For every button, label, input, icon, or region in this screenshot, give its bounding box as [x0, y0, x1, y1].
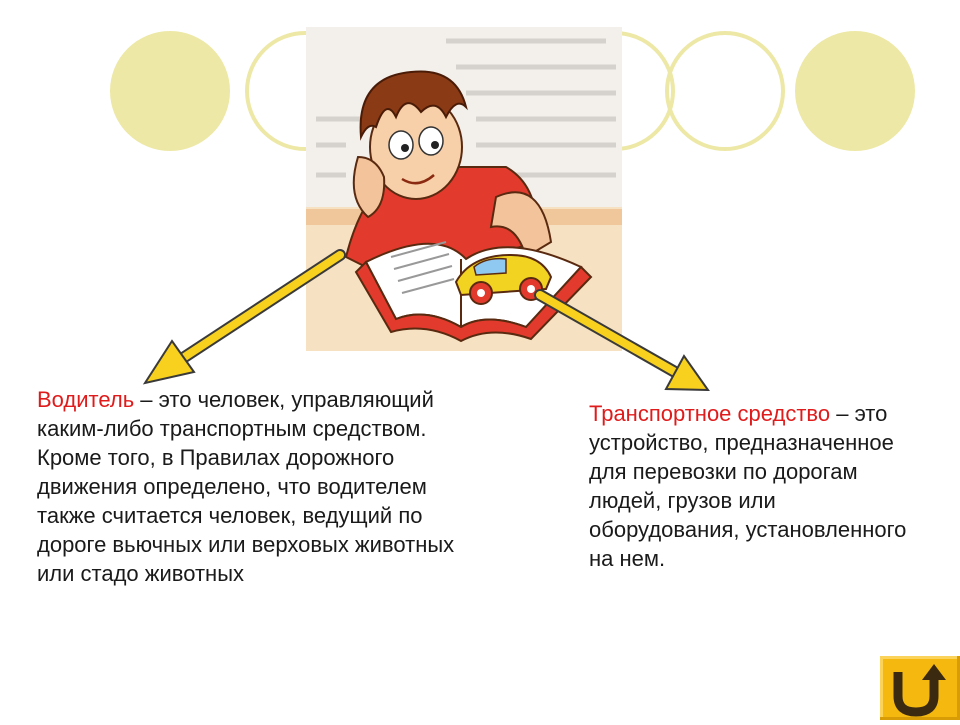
vehicle-definition-text: – это устройство, предназначенное для перевозки по дорогам людей, грузов или оборудования, установленного на нем. — [589, 401, 907, 571]
driver-definition-text: – это человек, управляющий каким-либо транспортным средством. Кроме того, в Правилах дорожного движения определено, что водителем также считается человек, ведущий по дороге вьючных или верховых животных или стадо животных — [37, 387, 455, 586]
vehicle-term: Транспортное средство — [589, 401, 831, 426]
driver-definition — [37, 385, 467, 588]
vehicle-definition — [589, 399, 929, 573]
driver-term: Водитель — [37, 387, 135, 412]
arrow-left — [145, 255, 340, 383]
u-turn-arrow-icon — [880, 656, 960, 720]
arrow-right — [540, 295, 708, 390]
return-button[interactable] — [880, 656, 960, 720]
